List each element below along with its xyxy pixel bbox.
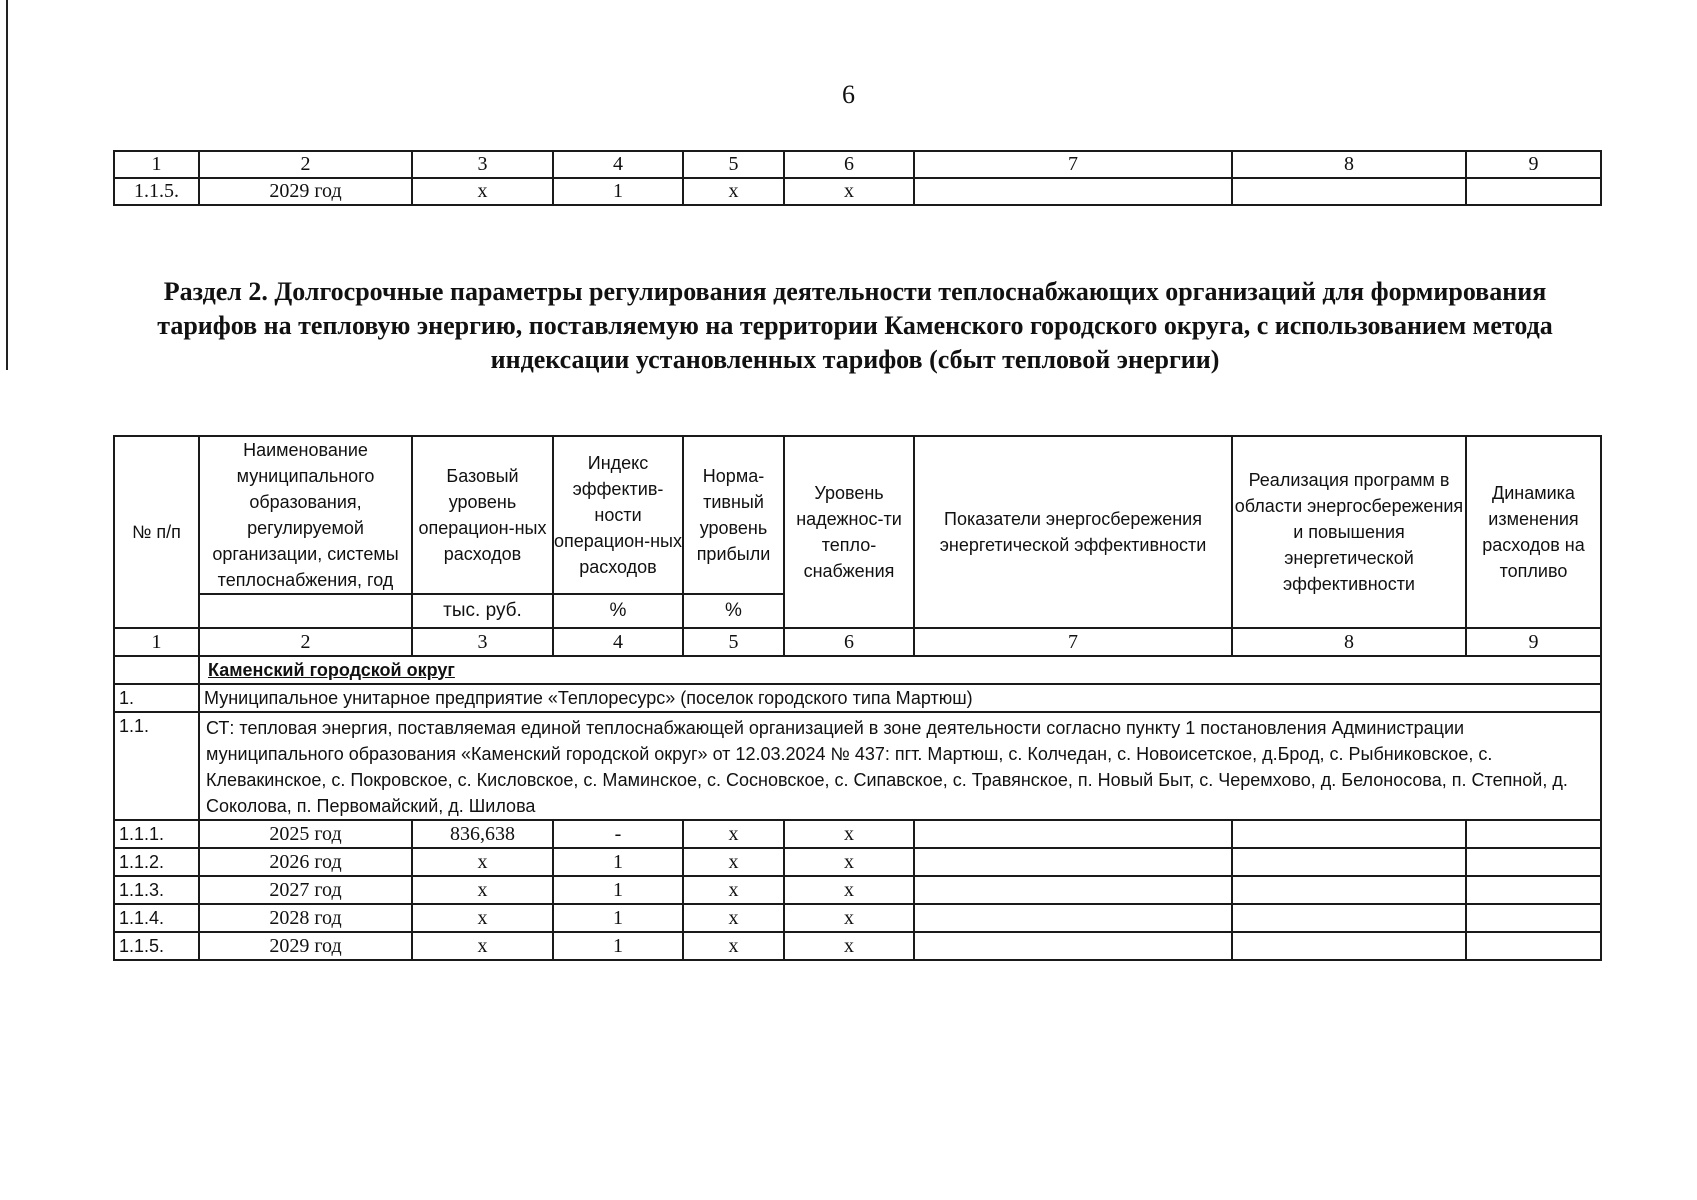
base-opex-cell: x (412, 848, 553, 876)
table-row (114, 178, 1601, 205)
base-opex-cell: x (412, 932, 553, 960)
programs-cell (1232, 932, 1466, 960)
table-row (114, 904, 1601, 932)
reliability-cell: x (784, 848, 914, 876)
profit-level-cell: x (683, 820, 784, 848)
column-number: 3 (412, 628, 553, 656)
region-num-cell (114, 656, 199, 684)
efficiency-index-cell: 1 (553, 876, 683, 904)
page-number: 6 (842, 80, 855, 109)
header-num: № п/п (114, 436, 199, 628)
energy-saving-cell (914, 904, 1232, 932)
top-table-header-row (114, 151, 1601, 178)
column-number-row (114, 628, 1601, 656)
programs-cell (1232, 848, 1466, 876)
column-number: 9 (1466, 151, 1601, 178)
programs-cell (1232, 876, 1466, 904)
year-cell: 2027 год (199, 876, 412, 904)
column-number: 2 (199, 628, 412, 656)
fuel-dynamics-cell (1466, 848, 1601, 876)
table-row (114, 932, 1601, 960)
system-num: 1.1. (114, 712, 199, 820)
profit-level-cell: x (683, 904, 784, 932)
row-number: 1.1.2. (114, 848, 199, 876)
year-cell: 2028 год (199, 904, 412, 932)
unit-percent: % (553, 594, 683, 628)
top-table (113, 150, 1602, 206)
column-number: 8 (1232, 628, 1466, 656)
fuel-dynamics-cell (1466, 876, 1601, 904)
unit-percent: % (683, 594, 784, 628)
header-energy-saving: Показатели энергосбережения энергетической эффективности (914, 436, 1232, 628)
table-cell (1466, 178, 1601, 205)
fuel-dynamics-cell (1466, 904, 1601, 932)
energy-saving-cell (914, 876, 1232, 904)
table-row (114, 876, 1601, 904)
column-number: 4 (553, 151, 683, 178)
column-number: 3 (412, 151, 553, 178)
programs-cell (1232, 904, 1466, 932)
column-number: 7 (914, 628, 1232, 656)
header-row (114, 436, 1601, 594)
system-row (114, 712, 1601, 820)
section-title: Раздел 2. Долгосрочные параметры регулирования деятельности теплоснабжающих организаций для формирования тарифов на тепловую энергию, поставляемую на территории Каменского городского округа, с использованием метода индексации установленных тарифов (сбыт тепловой энергии) (157, 277, 1553, 374)
main-table (113, 435, 1602, 961)
header-reliability: Уровень надежнос-ти тепло-снабжения (784, 436, 914, 628)
year-cell: 2025 год (199, 820, 412, 848)
profit-level-cell: x (683, 876, 784, 904)
year-cell: 2029 год (199, 178, 412, 205)
reliability-cell: x (784, 820, 914, 848)
reliability-cell: x (784, 904, 914, 932)
base-opex-cell: x (412, 876, 553, 904)
row-number: 1.1.4. (114, 904, 199, 932)
table-cell: x (784, 178, 914, 205)
column-number: 6 (784, 628, 914, 656)
row-number: 1.1.3. (114, 876, 199, 904)
reliability-cell: x (784, 932, 914, 960)
year-cell: 2026 год (199, 848, 412, 876)
row-number: 1.1.1. (114, 820, 199, 848)
row-number: 1.1.5. (114, 178, 199, 205)
header-base-opex: Базовый уровень операцион-ных расходов (412, 436, 553, 594)
table-cell (1232, 178, 1466, 205)
margin-line (6, 0, 8, 370)
efficiency-index-cell: - (553, 820, 683, 848)
region-row (114, 656, 1601, 684)
table-cell: x (683, 178, 784, 205)
efficiency-index-cell: 1 (553, 904, 683, 932)
column-number: 5 (683, 151, 784, 178)
header-profit-level: Норма-тивный уровень прибыли (683, 436, 784, 594)
header-name: Наименование муниципального образования, регулируемой организации, системы теплоснабжения, год (199, 436, 412, 594)
energy-saving-cell (914, 932, 1232, 960)
org-num: 1. (114, 684, 199, 712)
column-number: 6 (784, 151, 914, 178)
column-number: 1 (114, 628, 199, 656)
header-programs: Реализация программ в области энергосбережения и повышения энергетической эффективности (1232, 436, 1466, 628)
table-cell (914, 178, 1232, 205)
unit-empty (199, 594, 412, 628)
table-row (114, 820, 1601, 848)
base-opex-cell: x (412, 904, 553, 932)
energy-saving-cell (914, 820, 1232, 848)
column-number: 7 (914, 151, 1232, 178)
row-number: 1.1.5. (114, 932, 199, 960)
column-number: 8 (1232, 151, 1466, 178)
column-number: 5 (683, 628, 784, 656)
unit-thousand-rub: тыс. руб. (412, 594, 553, 628)
programs-cell (1232, 820, 1466, 848)
header-efficiency-index: Индекс эффектив-ности операцион-ных расходов (553, 436, 683, 594)
energy-saving-cell (914, 848, 1232, 876)
org-row (114, 684, 1601, 712)
efficiency-index-cell: 1 (553, 848, 683, 876)
year-cell: 2029 год (199, 932, 412, 960)
table-cell: 1 (553, 178, 683, 205)
profit-level-cell: x (683, 848, 784, 876)
column-number: 4 (553, 628, 683, 656)
region-name: Каменский городской округ (199, 656, 1601, 684)
column-number: 1 (114, 151, 199, 178)
table-cell: x (412, 178, 553, 205)
base-opex-cell: 836,638 (412, 820, 553, 848)
column-number: 9 (1466, 628, 1601, 656)
fuel-dynamics-cell (1466, 820, 1601, 848)
header-fuel-dynamics: Динамика изменения расходов на топливо (1466, 436, 1601, 628)
system-description: СТ: тепловая энергия, поставляемая единой теплоснабжающей организацией в зоне деятельности согласно пункту 1 постановления Администрации муниципального образования «Каменский городской округ» от 12.03.2024 № 437: пгт. Мартюш, с. Колчедан, с. Новоисетское, д.Брод, с. Рыбниковское, с. Клевакинское, с. Покровское, с. Кисловское, с. Маминское, с. Сосновское, с. Сипавское, с. Травянское, п. Новый Быт, с. Черемхово, д. Белоносова, п. Степной, д. Соколова, п. Первомайский, д. Шилова (199, 712, 1601, 820)
table-row (114, 848, 1601, 876)
efficiency-index-cell: 1 (553, 932, 683, 960)
org-name: Муниципальное унитарное предприятие «Теплоресурс» (поселок городского типа Мартюш) (199, 684, 1601, 712)
column-number: 2 (199, 151, 412, 178)
reliability-cell: x (784, 876, 914, 904)
fuel-dynamics-cell (1466, 932, 1601, 960)
profit-level-cell: x (683, 932, 784, 960)
